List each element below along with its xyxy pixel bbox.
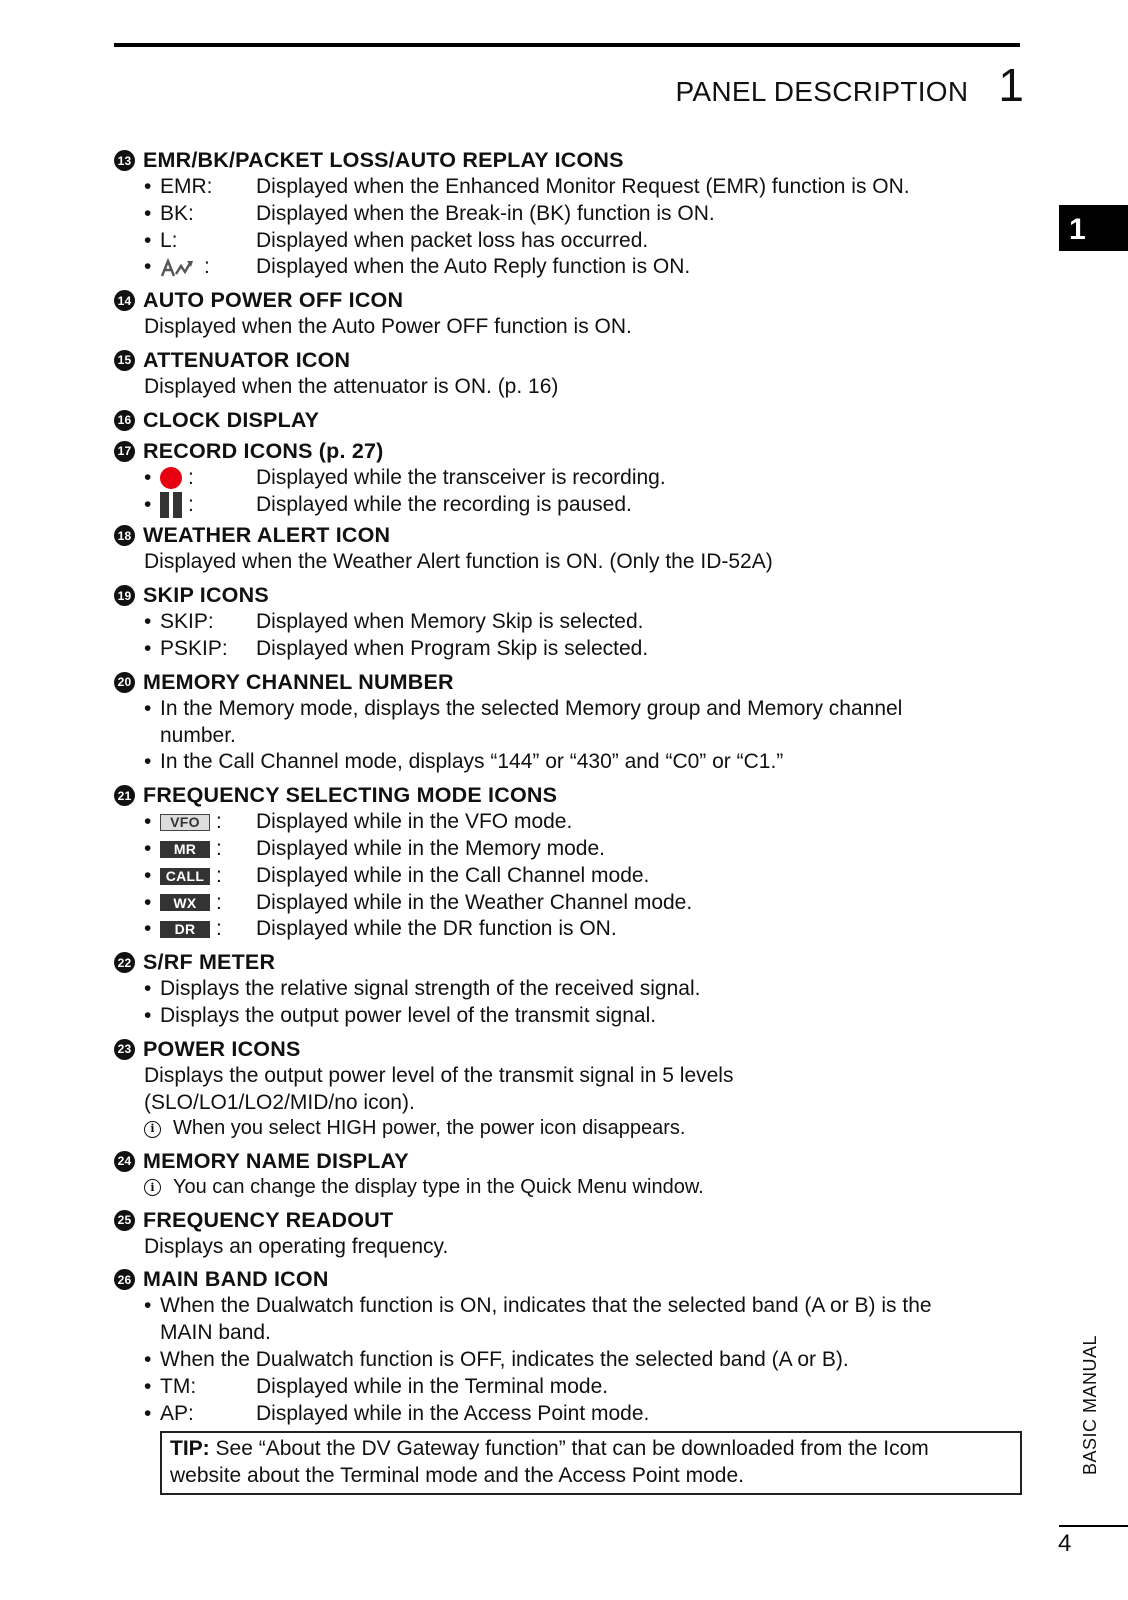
pause-icon [160, 492, 182, 518]
section-title: S/RF METER [143, 950, 276, 975]
section-number: 13 [114, 150, 135, 171]
section-22-heading: 22 S/RF METER [114, 949, 1014, 976]
section-24-heading: 24 MEMORY NAME DISPLAY [114, 1148, 1014, 1175]
list-item: • : Displayed while the recording is paused. [114, 492, 1014, 519]
section-title: ATTENUATOR ICON [143, 347, 351, 372]
list-item: • TM: Displayed while in the Terminal mode. [144, 1374, 609, 1398]
section-title: FREQUENCY SELECTING MODE ICONS [143, 783, 558, 808]
list-item: • Displays the relative signal strength of the received signal. [144, 977, 701, 1001]
list-item: • Displays the output power level of the transmit signal. [144, 1003, 657, 1027]
list-item: • AP: Displayed while in the Access Point mode. [144, 1401, 650, 1425]
note: i When you select HIGH power, the power icon disappears. [114, 1116, 1014, 1142]
section-title: WEATHER ALERT ICON [143, 523, 391, 548]
chapter-tab: 1 [1059, 205, 1128, 251]
dr-icon: DR [160, 921, 210, 938]
list-item: • When the Dualwatch function is OFF, indicates the selected band (A or B). [144, 1347, 849, 1371]
list-item: • EMR: Displayed when the Enhanced Monitor Request (EMR) function is ON. [144, 175, 910, 198]
list-item: • PSKIP: Displayed when Program Skip is selected. [144, 636, 649, 660]
list-item: • In the Call Channel mode, displays “144” or “430” and “C0” or “C1.” [144, 750, 784, 774]
section-title: MAIN BAND ICON [143, 1267, 329, 1292]
page-number: 4 [1058, 1530, 1072, 1557]
info-icon: i [144, 1179, 161, 1196]
list-item: • When the Dualwatch function is ON, indicates that the selected band (A or B) is the MAIN band. [144, 1294, 932, 1345]
wx-icon: WX [160, 894, 210, 911]
call-icon: CALL [160, 868, 210, 885]
section-16-heading: 16 CLOCK DISPLAY [114, 407, 1014, 434]
section-17-heading: 17 RECORD ICONS (p. 27) [114, 438, 1014, 465]
tip-label: TIP: [170, 1437, 210, 1461]
record-icon [160, 467, 182, 489]
section-20-heading: 20 MEMORY CHANNEL NUMBER [114, 669, 1014, 696]
section-25-heading: 25 FREQUENCY READOUT [114, 1207, 1014, 1234]
mr-icon: MR [160, 841, 210, 858]
section-26-heading: 26 MAIN BAND ICON [114, 1266, 1014, 1293]
section-title: RECORD ICONS (p. 27) [143, 438, 384, 463]
list-item: • WX : Displayed while in the Weather Channel mode. [144, 890, 693, 914]
section-title: SKIP ICONS [143, 583, 269, 608]
page-header [675, 58, 1024, 112]
main-content [114, 147, 1014, 1495]
list-item: • : Displayed when the Auto Reply function is ON. [144, 255, 691, 279]
list-item: • : Displayed while the transceiver is recording. [144, 465, 666, 489]
info-icon: i [144, 1121, 161, 1138]
side-rule [1059, 1525, 1128, 1527]
list-item: • SKIP: Displayed when Memory Skip is selected. [144, 610, 644, 634]
section-15-heading: 15 ATTENUATOR ICON [114, 347, 1014, 374]
section-title: POWER ICONS [143, 1036, 301, 1061]
section-13-heading [114, 147, 1014, 174]
list-item: • BK: Displayed when the Break-in (BK) function is ON. [144, 201, 715, 225]
body-text: Displays the output power level of the transmit signal in 5 levels [144, 1063, 734, 1087]
body-text: (SLO/LO1/LO2/MID/no icon). [144, 1090, 415, 1114]
body-text: Displays an operating frequency. [144, 1234, 449, 1258]
chapter-number: 1 [998, 59, 1024, 111]
list-item: • DR : Displayed while the DR function is ON. [144, 917, 617, 941]
section-19-heading: 19 SKIP ICONS [114, 582, 1014, 609]
section-title: MEMORY CHANNEL NUMBER [143, 669, 454, 694]
body-text: Displayed when the attenuator is ON. (p. 16) [144, 374, 559, 398]
tip-box: TIP: See “About the DV Gateway function” that can be downloaded from the Icom website about the Terminal mode and the Access Point mode. [160, 1431, 1022, 1495]
auto-reply-icon [160, 258, 200, 278]
section-title: EMR/BK/PACKET LOSS/AUTO REPLAY ICONS [143, 148, 624, 172]
side-label: BASIC MANUAL [1080, 1334, 1100, 1475]
list-item: • VFO : Displayed while in the VFO mode. [144, 810, 573, 834]
list-item: • CALL : Displayed while in the Call Channel mode. [144, 863, 650, 887]
note: i You can change the display type in the Quick Menu window. [114, 1175, 1014, 1201]
section-14-heading: 14 AUTO POWER OFF ICON [114, 287, 1014, 314]
body-text: Displayed when the Weather Alert function is ON. (Only the ID-52A) [144, 550, 773, 574]
top-rule [114, 43, 1020, 47]
section-title: AUTO POWER OFF ICON [143, 288, 404, 313]
list-item: • In the Memory mode, displays the selected Memory group and Memory channel number. [144, 696, 903, 747]
list-item: • MR : Displayed while in the Memory mode. [144, 836, 605, 860]
section-title: MEMORY NAME DISPLAY [143, 1148, 409, 1173]
vfo-icon: VFO [160, 814, 210, 831]
section-title: CLOCK DISPLAY [143, 407, 320, 432]
list-item: • L: Displayed when packet loss has occurred. [144, 228, 649, 252]
body-text: Displayed when the Auto Power OFF function is ON. [144, 315, 632, 339]
section-21-heading: 21 FREQUENCY SELECTING MODE ICONS [114, 782, 1014, 809]
section-18-heading: 18 WEATHER ALERT ICON [114, 522, 1014, 549]
header-title: PANEL DESCRIPTION [675, 76, 969, 107]
section-title: FREQUENCY READOUT [143, 1207, 394, 1232]
section-23-heading: 23 POWER ICONS [114, 1036, 1014, 1063]
